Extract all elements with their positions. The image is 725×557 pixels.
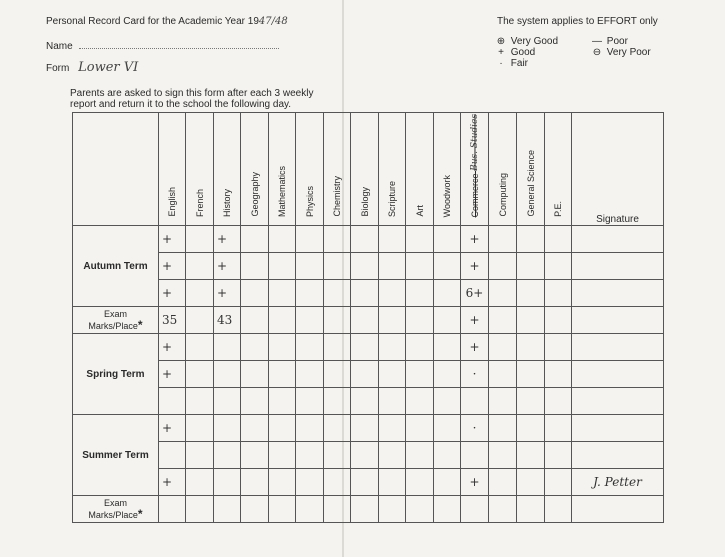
cell-general-science bbox=[517, 253, 545, 280]
cell-scripture bbox=[379, 415, 406, 442]
cell-art bbox=[406, 496, 434, 523]
cell-english bbox=[159, 388, 186, 415]
cell-french bbox=[186, 442, 214, 469]
cell-computing bbox=[489, 388, 517, 415]
cell-art bbox=[406, 307, 434, 334]
good-symbol: + bbox=[498, 47, 504, 58]
cell-woodwork bbox=[434, 361, 461, 388]
cell-general-science bbox=[517, 226, 545, 253]
cell-chemistry bbox=[324, 253, 351, 280]
cell-general-science bbox=[517, 361, 545, 388]
record-table bbox=[72, 112, 664, 523]
subject-general-science: General Science bbox=[517, 113, 545, 226]
subject-commerce bbox=[461, 113, 489, 226]
cell-english: + bbox=[159, 415, 186, 442]
cell-physics bbox=[296, 469, 324, 496]
cell-chemistry bbox=[324, 226, 351, 253]
cell-history: + bbox=[214, 226, 241, 253]
cell-biology bbox=[351, 307, 379, 334]
table-row bbox=[73, 280, 664, 307]
cell-general-science bbox=[517, 280, 545, 307]
cell-physics bbox=[296, 253, 324, 280]
year-handwritten: 47/48 bbox=[258, 16, 288, 27]
cell-commerce: + bbox=[461, 469, 489, 496]
cell-mathematics bbox=[269, 307, 296, 334]
legend-poor: — Poor bbox=[592, 36, 628, 47]
cell-english bbox=[159, 442, 186, 469]
cell-art bbox=[406, 442, 434, 469]
cell-commerce bbox=[461, 496, 489, 523]
subject-scripture: Scripture bbox=[379, 113, 406, 226]
cell-pe bbox=[545, 280, 572, 307]
signature-cell bbox=[572, 334, 664, 361]
cell-general-science bbox=[517, 334, 545, 361]
table-row bbox=[73, 334, 664, 361]
cell-commerce: + bbox=[461, 334, 489, 361]
cell-english bbox=[159, 496, 186, 523]
cell-mathematics bbox=[269, 415, 296, 442]
cell-woodwork bbox=[434, 307, 461, 334]
cell-commerce: · bbox=[461, 415, 489, 442]
cell-history: + bbox=[214, 280, 241, 307]
cell-scripture bbox=[379, 442, 406, 469]
cell-computing bbox=[489, 415, 517, 442]
signature-cell bbox=[572, 253, 664, 280]
signature-cell bbox=[572, 280, 664, 307]
table-row bbox=[73, 361, 664, 388]
subject-english: English bbox=[159, 113, 186, 226]
cell-chemistry bbox=[324, 496, 351, 523]
subject-pe: P.E. bbox=[545, 113, 572, 226]
cell-english: 35 bbox=[159, 307, 186, 334]
signature-cell bbox=[572, 415, 664, 442]
cell-chemistry bbox=[324, 442, 351, 469]
cell-mathematics bbox=[269, 388, 296, 415]
cell-geography bbox=[241, 388, 269, 415]
signature-cell bbox=[572, 361, 664, 388]
fair-symbol: · bbox=[499, 58, 503, 69]
cell-french bbox=[186, 415, 214, 442]
cell-pe bbox=[545, 253, 572, 280]
cell-french bbox=[186, 226, 214, 253]
cell-scripture bbox=[379, 334, 406, 361]
cell-computing bbox=[489, 361, 517, 388]
cell-history bbox=[214, 415, 241, 442]
cell-pe bbox=[545, 469, 572, 496]
cell-biology bbox=[351, 280, 379, 307]
cell-computing bbox=[489, 307, 517, 334]
subject-history: History bbox=[214, 113, 241, 226]
commerce-overwrite: Bus. Studies bbox=[469, 113, 480, 171]
cell-history bbox=[214, 361, 241, 388]
cell-general-science bbox=[517, 307, 545, 334]
commerce-printed: Commerce bbox=[469, 172, 480, 217]
subject-art: Art bbox=[406, 113, 434, 226]
subject-geography: Geography bbox=[241, 113, 269, 226]
cell-woodwork bbox=[434, 253, 461, 280]
cell-french bbox=[186, 388, 214, 415]
cell-french bbox=[186, 334, 214, 361]
cell-scripture bbox=[379, 361, 406, 388]
cell-geography bbox=[241, 307, 269, 334]
cell-biology bbox=[351, 442, 379, 469]
very-poor-symbol: ⊖ bbox=[592, 47, 602, 58]
cell-chemistry bbox=[324, 280, 351, 307]
cell-biology bbox=[351, 415, 379, 442]
cell-pe bbox=[545, 226, 572, 253]
cell-physics bbox=[296, 280, 324, 307]
cell-physics bbox=[296, 361, 324, 388]
cell-french bbox=[186, 280, 214, 307]
card-title: Personal Record Card for the Academic Year 1947/48 bbox=[46, 16, 288, 27]
cell-computing bbox=[489, 253, 517, 280]
cell-biology bbox=[351, 388, 379, 415]
cell-pe bbox=[545, 307, 572, 334]
cell-geography bbox=[241, 280, 269, 307]
cell-mathematics bbox=[269, 226, 296, 253]
cell-french bbox=[186, 253, 214, 280]
cell-geography bbox=[241, 496, 269, 523]
cell-physics bbox=[296, 415, 324, 442]
cell-art bbox=[406, 253, 434, 280]
cell-mathematics bbox=[269, 442, 296, 469]
cell-art bbox=[406, 361, 434, 388]
subject-chemistry: Chemistry bbox=[324, 113, 351, 226]
cell-scripture bbox=[379, 496, 406, 523]
cell-mathematics bbox=[269, 361, 296, 388]
cell-biology bbox=[351, 253, 379, 280]
cell-english: + bbox=[159, 280, 186, 307]
cell-commerce: · bbox=[461, 361, 489, 388]
cell-french bbox=[186, 307, 214, 334]
term-label: Spring Term bbox=[73, 334, 159, 415]
subject-french: French bbox=[186, 113, 214, 226]
cell-chemistry bbox=[324, 415, 351, 442]
legend-very-poor: ⊖ Very Poor bbox=[590, 47, 651, 58]
cell-chemistry bbox=[324, 388, 351, 415]
subject-mathematics: Mathematics bbox=[269, 113, 296, 226]
cell-biology bbox=[351, 496, 379, 523]
cell-geography bbox=[241, 469, 269, 496]
cell-commerce: + bbox=[461, 253, 489, 280]
cell-french bbox=[186, 361, 214, 388]
cell-general-science bbox=[517, 415, 545, 442]
cell-mathematics bbox=[269, 334, 296, 361]
cell-biology bbox=[351, 361, 379, 388]
cell-history: + bbox=[214, 253, 241, 280]
exam-marks-label: Exam Marks/Place* bbox=[73, 496, 159, 523]
form-line: Form Lower VI bbox=[46, 60, 139, 75]
cell-biology bbox=[351, 334, 379, 361]
cell-mathematics bbox=[269, 496, 296, 523]
signature-cell bbox=[572, 307, 664, 334]
subject-biology: Biology bbox=[351, 113, 379, 226]
cell-chemistry bbox=[324, 361, 351, 388]
cell-scripture bbox=[379, 388, 406, 415]
very-good-symbol: ⊕ bbox=[496, 36, 506, 47]
cell-english: + bbox=[159, 226, 186, 253]
legend-title: The system applies to EFFORT only bbox=[497, 16, 658, 27]
signature-cell: J. Petter bbox=[572, 469, 664, 496]
cell-computing bbox=[489, 226, 517, 253]
signature-cell bbox=[572, 496, 664, 523]
signature-cell bbox=[572, 226, 664, 253]
cell-pe bbox=[545, 334, 572, 361]
cell-woodwork bbox=[434, 442, 461, 469]
table-row bbox=[73, 253, 664, 280]
cell-commerce: 6+ bbox=[461, 280, 489, 307]
cell-mathematics bbox=[269, 280, 296, 307]
table-row bbox=[73, 307, 664, 334]
cell-commerce: + bbox=[461, 226, 489, 253]
cell-mathematics bbox=[269, 469, 296, 496]
cell-pe bbox=[545, 442, 572, 469]
legend-very-good: ⊕ Very Good bbox=[494, 36, 558, 47]
cell-woodwork bbox=[434, 226, 461, 253]
cell-pe bbox=[545, 388, 572, 415]
table-row bbox=[73, 469, 664, 496]
cell-woodwork bbox=[434, 334, 461, 361]
cell-computing bbox=[489, 496, 517, 523]
legend-good: + Good bbox=[494, 47, 535, 58]
instructions-1: Parents are asked to sign this form after each 3 weekly bbox=[70, 88, 314, 99]
cell-physics bbox=[296, 334, 324, 361]
cell-art bbox=[406, 388, 434, 415]
cell-general-science bbox=[517, 388, 545, 415]
signature-cell bbox=[572, 442, 664, 469]
cell-english: + bbox=[159, 334, 186, 361]
cell-woodwork bbox=[434, 469, 461, 496]
cell-scripture bbox=[379, 253, 406, 280]
term-label: Summer Term bbox=[73, 415, 159, 496]
cell-commerce: + bbox=[461, 307, 489, 334]
cell-biology bbox=[351, 226, 379, 253]
cell-commerce bbox=[461, 442, 489, 469]
cell-history bbox=[214, 388, 241, 415]
cell-scripture bbox=[379, 307, 406, 334]
cell-pe bbox=[545, 496, 572, 523]
term-label: Autumn Term bbox=[73, 226, 159, 307]
cell-general-science bbox=[517, 442, 545, 469]
cell-biology bbox=[351, 469, 379, 496]
cell-geography bbox=[241, 226, 269, 253]
cell-geography bbox=[241, 415, 269, 442]
cell-pe bbox=[545, 415, 572, 442]
legend-fair: · Fair bbox=[494, 58, 528, 69]
cell-computing bbox=[489, 442, 517, 469]
cell-scripture bbox=[379, 280, 406, 307]
cell-general-science bbox=[517, 496, 545, 523]
cell-scripture bbox=[379, 469, 406, 496]
cell-woodwork bbox=[434, 388, 461, 415]
cell-art bbox=[406, 334, 434, 361]
cell-art bbox=[406, 226, 434, 253]
table-row bbox=[73, 226, 664, 253]
signature-header: Signature bbox=[572, 113, 664, 226]
subject-header-row bbox=[73, 113, 664, 226]
instructions-2: report and return it to the school the following day. bbox=[70, 99, 292, 110]
cell-physics bbox=[296, 496, 324, 523]
cell-english: + bbox=[159, 469, 186, 496]
poor-symbol: — bbox=[592, 36, 602, 47]
table-row bbox=[73, 388, 664, 415]
subject-physics: Physics bbox=[296, 113, 324, 226]
table-row bbox=[73, 496, 664, 523]
cell-art bbox=[406, 280, 434, 307]
cell-pe bbox=[545, 361, 572, 388]
table-row bbox=[73, 442, 664, 469]
cell-computing bbox=[489, 280, 517, 307]
cell-physics bbox=[296, 307, 324, 334]
cell-woodwork bbox=[434, 280, 461, 307]
cell-chemistry bbox=[324, 469, 351, 496]
cell-computing bbox=[489, 334, 517, 361]
exam-marks-label: Exam Marks/Place* bbox=[73, 307, 159, 334]
cell-french bbox=[186, 469, 214, 496]
cell-chemistry bbox=[324, 307, 351, 334]
cell-history bbox=[214, 469, 241, 496]
cell-art bbox=[406, 415, 434, 442]
signature-cell bbox=[572, 388, 664, 415]
table-row bbox=[73, 415, 664, 442]
subject-computing: Computing bbox=[489, 113, 517, 226]
cell-history bbox=[214, 442, 241, 469]
cell-woodwork bbox=[434, 415, 461, 442]
cell-art bbox=[406, 469, 434, 496]
cell-physics bbox=[296, 388, 324, 415]
cell-history bbox=[214, 496, 241, 523]
cell-french bbox=[186, 496, 214, 523]
cell-geography bbox=[241, 442, 269, 469]
form-handwritten: Lower VI bbox=[78, 60, 139, 75]
cell-physics bbox=[296, 442, 324, 469]
cell-mathematics bbox=[269, 253, 296, 280]
cell-scripture bbox=[379, 226, 406, 253]
cell-english: + bbox=[159, 361, 186, 388]
cell-geography bbox=[241, 361, 269, 388]
cell-commerce bbox=[461, 388, 489, 415]
cell-computing bbox=[489, 469, 517, 496]
name-line: Name bbox=[46, 40, 279, 52]
cell-english: + bbox=[159, 253, 186, 280]
cell-history: 43 bbox=[214, 307, 241, 334]
cell-general-science bbox=[517, 469, 545, 496]
corner-cell bbox=[73, 113, 159, 226]
cell-geography bbox=[241, 253, 269, 280]
subject-woodwork: Woodwork bbox=[434, 113, 461, 226]
cell-history bbox=[214, 334, 241, 361]
cell-woodwork bbox=[434, 496, 461, 523]
cell-geography bbox=[241, 334, 269, 361]
cell-chemistry bbox=[324, 334, 351, 361]
cell-physics bbox=[296, 226, 324, 253]
